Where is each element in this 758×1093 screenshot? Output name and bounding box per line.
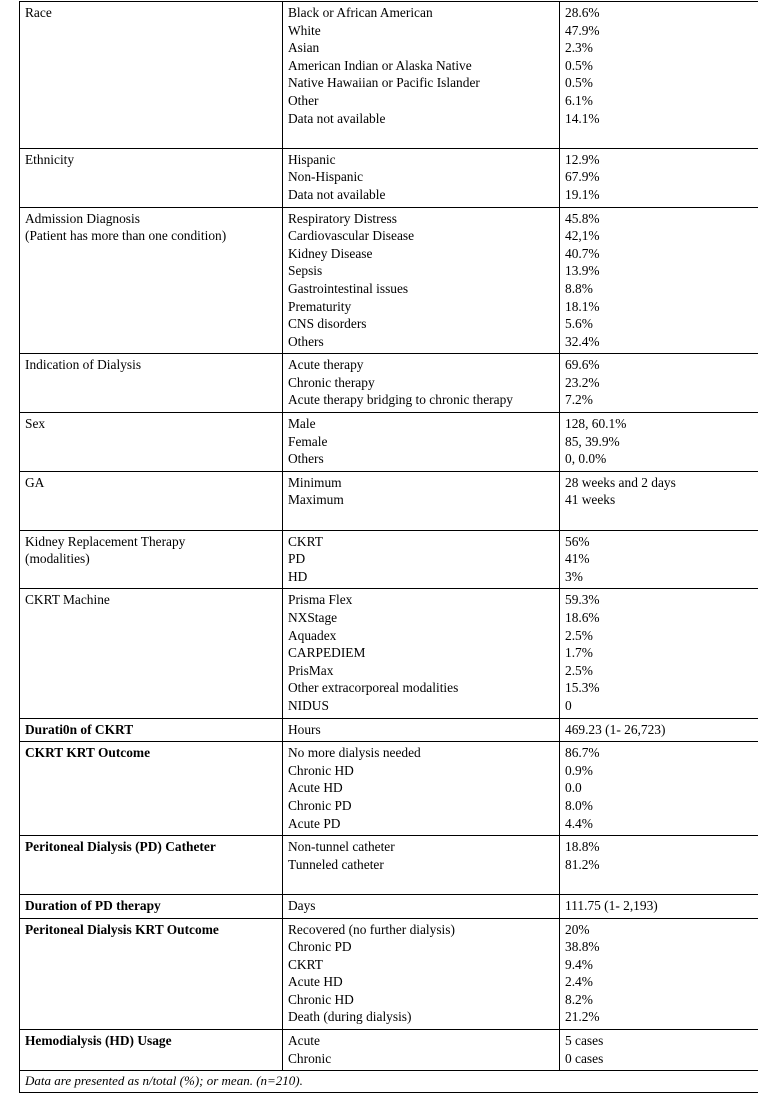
category-item: Days xyxy=(288,897,554,915)
category-item: American Indian or Alaska Native xyxy=(288,57,554,75)
category-item: Non-tunnel catheter xyxy=(288,838,554,856)
row-label: Peritoneal Dialysis (PD) Catheter xyxy=(25,838,277,856)
value-item: 47.9% xyxy=(565,22,758,40)
spacer-line xyxy=(565,873,758,891)
row-label: Duration of PD therapy xyxy=(25,897,277,915)
row-label: Sex xyxy=(25,415,277,433)
value-cell xyxy=(560,589,758,718)
value-item: 8.0% xyxy=(565,797,758,815)
spacer-line xyxy=(25,22,277,40)
row-label-cell xyxy=(20,413,283,472)
value-item: 28 weeks and 2 days xyxy=(565,474,758,492)
value-item: 86.7% xyxy=(565,744,758,762)
value-item: 0, 0.0% xyxy=(565,450,758,468)
value-item: 67.9% xyxy=(565,168,758,186)
row-label: Indication of Dialysis xyxy=(25,356,277,374)
category-item: Prisma Flex xyxy=(288,591,554,609)
value-item: 0 cases xyxy=(565,1050,758,1068)
category-item: Data not available xyxy=(288,186,554,204)
category-item: Death (during dialysis) xyxy=(288,1008,554,1026)
category-item: No more dialysis needed xyxy=(288,744,554,762)
value-item: 6.1% xyxy=(565,92,758,110)
category-item: Prematurity xyxy=(288,298,554,316)
category-cell xyxy=(283,918,560,1030)
category-item: Acute therapy bridging to chronic therapy xyxy=(288,391,554,409)
table-row xyxy=(20,894,758,918)
category-cell xyxy=(283,207,560,354)
category-cell xyxy=(283,530,560,589)
category-item: Data not available xyxy=(288,110,554,128)
table-row xyxy=(20,742,758,836)
value-cell xyxy=(560,530,758,589)
category-cell xyxy=(283,718,560,742)
value-item: 56% xyxy=(565,533,758,551)
value-item: 2.5% xyxy=(565,662,758,680)
row-label-cell xyxy=(20,1030,283,1071)
value-item: 69.6% xyxy=(565,356,758,374)
row-label-cell xyxy=(20,2,283,149)
spacer-line xyxy=(565,509,758,527)
category-cell xyxy=(283,2,560,149)
value-item: 85, 39.9% xyxy=(565,433,758,451)
table-row xyxy=(20,1030,758,1071)
value-cell xyxy=(560,836,758,895)
value-item: 45.8% xyxy=(565,210,758,228)
row-label: Kidney Replacement Therapy xyxy=(25,533,277,551)
category-item: Hours xyxy=(288,721,554,739)
value-item: 18.8% xyxy=(565,838,758,856)
category-item: Other extracorporeal modalities xyxy=(288,679,554,697)
value-item: 0.0 xyxy=(565,779,758,797)
value-cell xyxy=(560,148,758,207)
value-item: 128, 60.1% xyxy=(565,415,758,433)
value-item: 9.4% xyxy=(565,956,758,974)
category-cell xyxy=(283,836,560,895)
value-item: 41% xyxy=(565,550,758,568)
value-item: 3% xyxy=(565,568,758,586)
value-item: 32.4% xyxy=(565,333,758,351)
category-cell xyxy=(283,894,560,918)
footnote-row xyxy=(20,1071,758,1093)
spacer-line xyxy=(25,856,277,874)
spacer-line xyxy=(288,509,554,527)
category-item: Asian xyxy=(288,39,554,57)
category-item: Kidney Disease xyxy=(288,245,554,263)
category-item: Chronic therapy xyxy=(288,374,554,392)
row-label: CKRT Machine xyxy=(25,591,277,609)
category-item: Chronic PD xyxy=(288,797,554,815)
row-label: Hemodialysis (HD) Usage xyxy=(25,1032,277,1050)
value-item: 4.4% xyxy=(565,815,758,833)
category-item: Acute therapy xyxy=(288,356,554,374)
value-item: 81.2% xyxy=(565,856,758,874)
spacer-line xyxy=(565,127,758,145)
table-row xyxy=(20,2,758,149)
spacer-line xyxy=(288,127,554,145)
row-label-cell xyxy=(20,207,283,354)
value-item: 59.3% xyxy=(565,591,758,609)
category-item: Others xyxy=(288,333,554,351)
value-item: 5.6% xyxy=(565,315,758,333)
table-row xyxy=(20,530,758,589)
value-item: 111.75 (1- 2,193) xyxy=(565,897,758,915)
value-item: 2.4% xyxy=(565,973,758,991)
row-label: GA xyxy=(25,474,277,492)
value-item: 23.2% xyxy=(565,374,758,392)
category-item: Native Hawaiian or Pacific Islander xyxy=(288,74,554,92)
category-item: White xyxy=(288,22,554,40)
category-cell xyxy=(283,471,560,530)
value-item: 20% xyxy=(565,921,758,939)
category-item: Recovered (no further dialysis) xyxy=(288,921,554,939)
category-item: Acute HD xyxy=(288,973,554,991)
table-row xyxy=(20,589,758,718)
category-cell xyxy=(283,1030,560,1071)
category-item: Chronic xyxy=(288,1050,554,1068)
value-item: 0.5% xyxy=(565,74,758,92)
table-row xyxy=(20,354,758,413)
value-item: 12.9% xyxy=(565,151,758,169)
value-cell xyxy=(560,742,758,836)
value-cell xyxy=(560,718,758,742)
value-item: 8.8% xyxy=(565,280,758,298)
category-item: NXStage xyxy=(288,609,554,627)
category-item: Female xyxy=(288,433,554,451)
spacer-line xyxy=(25,491,277,509)
category-item: Acute xyxy=(288,1032,554,1050)
category-item: Chronic HD xyxy=(288,762,554,780)
category-item: Male xyxy=(288,415,554,433)
category-item: CNS disorders xyxy=(288,315,554,333)
row-label: Peritoneal Dialysis KRT Outcome xyxy=(25,921,277,939)
row-label-cell xyxy=(20,148,283,207)
value-item: 0.5% xyxy=(565,57,758,75)
value-item: 469.23 (1- 26,723) xyxy=(565,721,758,739)
category-item: Others xyxy=(288,450,554,468)
category-item: Acute PD xyxy=(288,815,554,833)
row-label-cell xyxy=(20,918,283,1030)
category-cell xyxy=(283,148,560,207)
value-cell xyxy=(560,471,758,530)
category-item: PrisMax xyxy=(288,662,554,680)
category-item: Black or African American xyxy=(288,4,554,22)
table-row xyxy=(20,918,758,1030)
category-item: Gastrointestinal issues xyxy=(288,280,554,298)
value-item: 14.1% xyxy=(565,110,758,128)
category-item: NIDUS xyxy=(288,697,554,715)
category-item: Sepsis xyxy=(288,262,554,280)
table-row xyxy=(20,413,758,472)
value-item: 7.2% xyxy=(565,391,758,409)
row-label: (modalities) xyxy=(25,550,277,568)
category-item: Respiratory Distress xyxy=(288,210,554,228)
value-item: 19.1% xyxy=(565,186,758,204)
value-item: 0.9% xyxy=(565,762,758,780)
row-label: CKRT KRT Outcome xyxy=(25,744,277,762)
table-row xyxy=(20,471,758,530)
value-cell xyxy=(560,207,758,354)
value-cell xyxy=(560,2,758,149)
value-item: 0 xyxy=(565,697,758,715)
value-cell xyxy=(560,1030,758,1071)
value-item: 18.1% xyxy=(565,298,758,316)
category-cell xyxy=(283,354,560,413)
table-row xyxy=(20,718,758,742)
category-cell xyxy=(283,589,560,718)
category-item: Cardiovascular Disease xyxy=(288,227,554,245)
category-item: Acute HD xyxy=(288,779,554,797)
row-label-cell xyxy=(20,589,283,718)
category-item: Aquadex xyxy=(288,627,554,645)
row-label: Ethnicity xyxy=(25,151,277,169)
value-item: 2.3% xyxy=(565,39,758,57)
value-cell xyxy=(560,413,758,472)
row-label-cell xyxy=(20,894,283,918)
table-row xyxy=(20,207,758,354)
category-item: CKRT xyxy=(288,956,554,974)
row-label-cell xyxy=(20,530,283,589)
value-item: 18.6% xyxy=(565,609,758,627)
table-row xyxy=(20,836,758,895)
row-label: Admission Diagnosis xyxy=(25,210,277,228)
value-item: 2.5% xyxy=(565,627,758,645)
category-cell xyxy=(283,742,560,836)
data-table xyxy=(19,1,758,1093)
value-cell xyxy=(560,894,758,918)
category-item: Chronic PD xyxy=(288,938,554,956)
table-row xyxy=(20,148,758,207)
row-label-cell xyxy=(20,836,283,895)
category-item: Maximum xyxy=(288,491,554,509)
value-item: 15.3% xyxy=(565,679,758,697)
category-item: CARPEDIEM xyxy=(288,644,554,662)
category-item: Minimum xyxy=(288,474,554,492)
row-label-cell xyxy=(20,471,283,530)
value-item: 28.6% xyxy=(565,4,758,22)
category-item: Other xyxy=(288,92,554,110)
value-item: 8.2% xyxy=(565,991,758,1009)
value-item: 41 weeks xyxy=(565,491,758,509)
value-item: 1.7% xyxy=(565,644,758,662)
category-cell xyxy=(283,413,560,472)
value-item: 21.2% xyxy=(565,1008,758,1026)
category-item: PD xyxy=(288,550,554,568)
value-item: 38.8% xyxy=(565,938,758,956)
category-item: CKRT xyxy=(288,533,554,551)
category-item: HD xyxy=(288,568,554,586)
row-label: Race xyxy=(25,4,277,22)
value-item: 13.9% xyxy=(565,262,758,280)
table-body xyxy=(20,2,758,1071)
category-item: Hispanic xyxy=(288,151,554,169)
row-label: Durati0n of CKRT xyxy=(25,721,277,739)
category-item: Chronic HD xyxy=(288,991,554,1009)
row-label: (Patient has more than one condition) xyxy=(25,227,277,245)
category-item: Non-Hispanic xyxy=(288,168,554,186)
row-label-cell xyxy=(20,354,283,413)
spacer-line xyxy=(288,873,554,891)
value-cell xyxy=(560,354,758,413)
value-item: 5 cases xyxy=(565,1032,758,1050)
footnote: Data are presented as n/total (%); or mean. (n=210). xyxy=(20,1071,758,1093)
row-label-cell xyxy=(20,742,283,836)
category-item: Tunneled catheter xyxy=(288,856,554,874)
row-label-cell xyxy=(20,718,283,742)
value-item: 42,1% xyxy=(565,227,758,245)
value-cell xyxy=(560,918,758,1030)
value-item: 40.7% xyxy=(565,245,758,263)
